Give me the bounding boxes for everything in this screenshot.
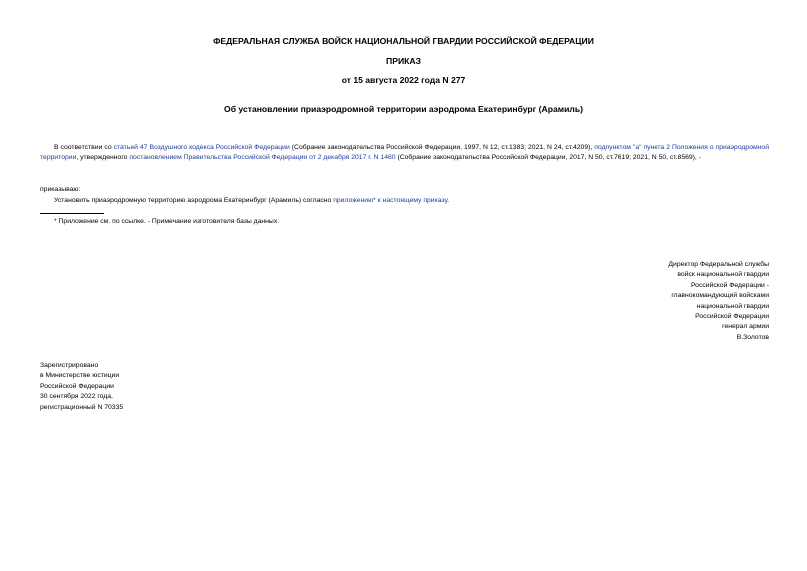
registration-block [40,361,123,413]
preamble-text-2: (Собрание законодательства Российской Федерации, 1997, N 12, ст.1383; 2021, N 24, ст.4209), [289,144,595,151]
signature-line: национальной гвардии [696,302,769,310]
preamble-paragraph [40,143,769,164]
link-dash[interactable]: - [698,154,701,162]
registration-line: Зарегистрировано [40,362,99,369]
document-date-number: от 15 августа 2022 года N 277 [341,75,466,85]
footnote-separator [40,213,104,214]
agency-name: ФЕДЕРАЛЬНАЯ СЛУЖБА ВОЙСК НАЦИОНАЛЬНОЙ ГВАРДИИ РОССИЙСКОЙ ФЕДЕРАЦИИ [213,36,594,46]
order-word: приказываю: [40,186,81,193]
footnote: * Приложение см. по ссылке. - Примечание изготовителя базы данных. [54,218,280,225]
link-appendix[interactable]: приложению* к настоящему приказу [333,197,448,204]
order-text-1: Установить приаэродромную территорию аэродрома Екатеринбург (Арамиль) согласно [54,197,334,204]
registration-line: в Министерстве юстиции [40,372,120,380]
signature-line: главнокомандующий войсками [671,292,769,300]
preamble-text-4: (Собрание законодательства Российской Федерации, 2017, N 50, ст.7619; 2021, N 50, ст.8569), [395,154,699,162]
signature-line: войск национальной гвардии [677,271,769,279]
signature-line: генерал армии [722,323,769,331]
link-government-decree-1460[interactable]: постановлением Правительства Российской Федерации от 2 декабря 2017 г. N 1460 [129,154,396,162]
registration-date: 30 сентября 2022 года, [40,393,113,401]
signatory-name: В.Золотов [736,333,769,341]
preamble-text-1: В соответствии со [54,144,114,151]
link-regulation-subparagraph[interactable]: подпунктом "а" пункта 2 Положения о приаэродромной территории [40,144,769,162]
registration-number: регистрационный N 70335 [40,403,124,411]
signature-line: Директор Федеральной службы [668,261,769,268]
link-air-code-article-47[interactable]: статьей 47 Воздушного кодекса Российской Федерации [113,144,290,151]
order-text-2: . [447,197,450,204]
registration-line: Российской Федерации [40,382,114,390]
document-title: Об установлении приаэродромной территории аэродрома Екатеринбург (Арамиль) [224,104,583,114]
preamble-text-3: , утвержденного [76,154,130,162]
signature-block [569,260,769,343]
signature-line: Российской Федерации [695,313,769,321]
signature-line: Российской Федерации - [690,281,769,289]
order-paragraph [40,196,769,206]
document-type: ПРИКАЗ [386,56,421,66]
